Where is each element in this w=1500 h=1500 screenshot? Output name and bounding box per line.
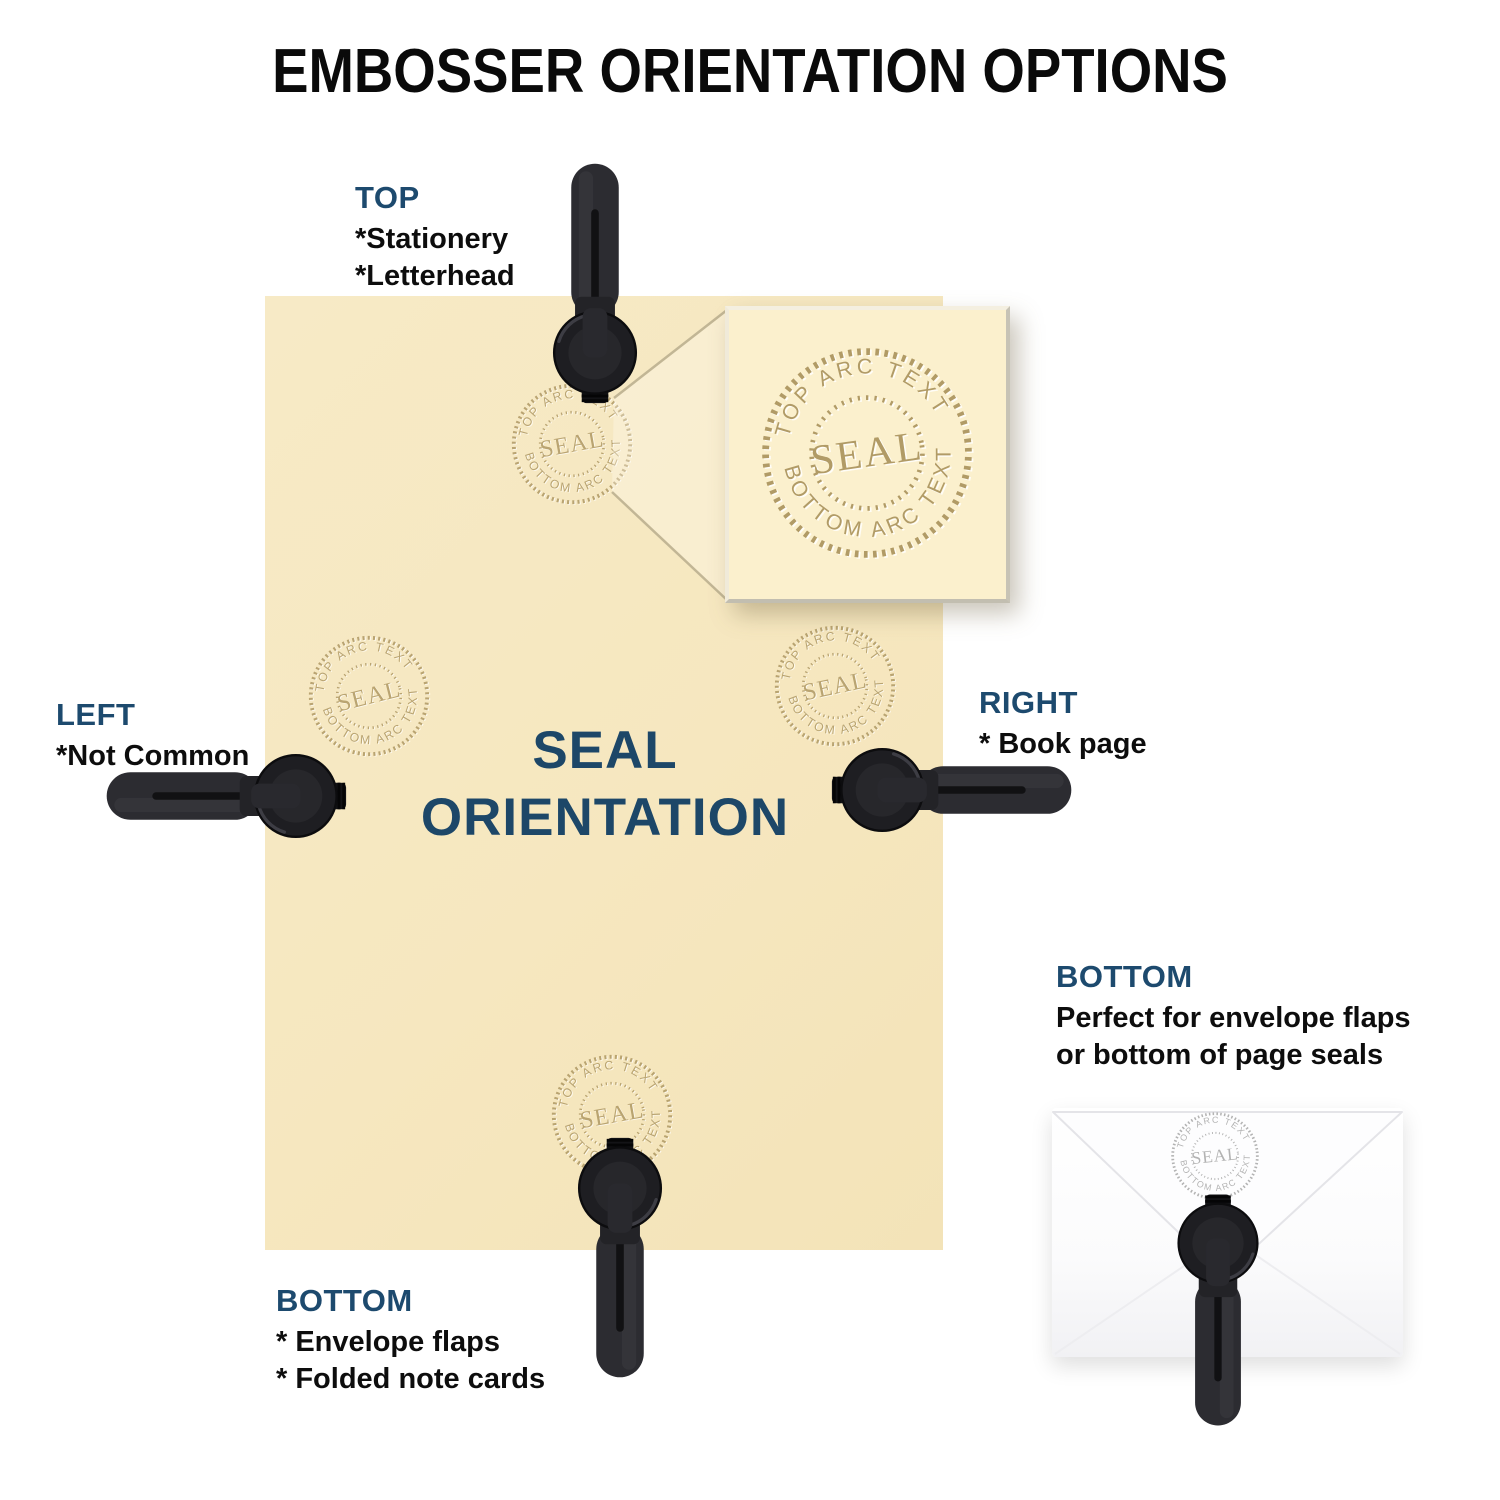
label-left-line: *Not Common xyxy=(56,740,250,772)
label-bottom-line: * Envelope flaps xyxy=(276,1326,501,1358)
label-bottom-right-line: or bottom of page seals xyxy=(1056,1039,1384,1071)
inset-seal-impression xyxy=(737,323,997,583)
label-bottom-right-heading: BOTTOM xyxy=(1056,959,1193,994)
label-bottom-right-line: Perfect for envelope flaps xyxy=(1056,1002,1411,1034)
label-bottom-line: * Folded note cards xyxy=(276,1363,546,1395)
orientation-label-left xyxy=(56,697,249,775)
label-right-line: * Book page xyxy=(979,728,1147,760)
orientation-label-bottom xyxy=(276,1283,545,1398)
orientation-label-bottom-right xyxy=(1056,959,1411,1074)
embosser-clamp-envelope xyxy=(1163,1184,1273,1432)
seal-inset-panel xyxy=(725,306,1010,603)
label-right-heading: RIGHT xyxy=(979,685,1078,720)
orientation-label-right xyxy=(979,685,1147,763)
label-top-line: *Letterhead xyxy=(355,260,515,292)
label-left-heading: LEFT xyxy=(56,697,136,732)
label-bottom-heading: BOTTOM xyxy=(276,1283,413,1318)
center-caption-line1: SEAL xyxy=(532,721,678,780)
label-top-heading: TOP xyxy=(355,180,420,215)
label-top-line: *Stationery xyxy=(355,223,509,255)
page-title: EMBOSSER ORIENTATION OPTIONS xyxy=(272,37,1228,106)
orientation-label-top xyxy=(355,180,515,295)
center-caption xyxy=(300,717,910,851)
embosser-clamp-bottom xyxy=(563,1127,677,1384)
center-caption-line2: ORIENTATION xyxy=(420,788,790,847)
embosser-clamp-top xyxy=(538,158,652,415)
